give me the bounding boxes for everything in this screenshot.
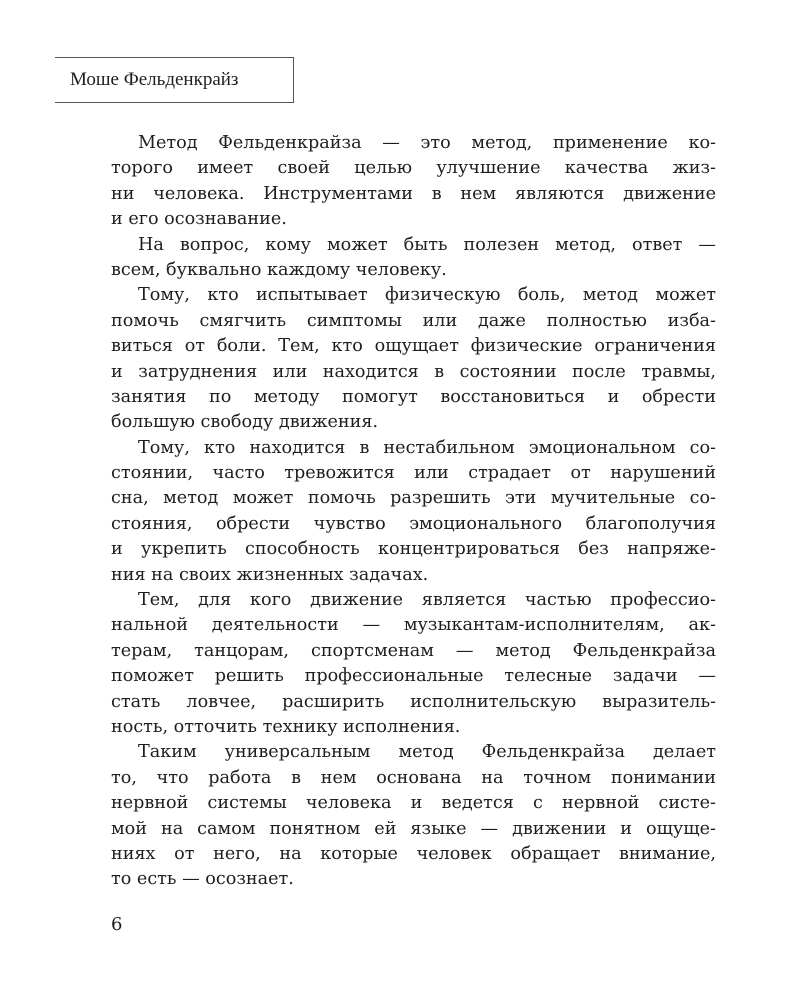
text-line: На вопрос, кому может быть полезен метод, ответ — bbox=[138, 234, 716, 255]
text-line: сна, метод может помочь разрешить эти мучительные со- bbox=[111, 488, 716, 509]
text-line: Тому, кто находится в нестабильном эмоциональном со- bbox=[138, 437, 716, 458]
text-line: терам, танцорам, спортсменам — метод Фельденкрайза bbox=[111, 640, 716, 661]
paragraph bbox=[111, 233, 716, 284]
text-line: нервной системы человека и ведется с нервной систе- bbox=[111, 793, 716, 814]
text-line: ния на своих жизненных задачах. bbox=[111, 564, 429, 585]
running-header bbox=[55, 57, 294, 103]
page-number: 6 bbox=[111, 914, 123, 935]
text-line: ниях от него, на которые человек обращает внимание, bbox=[111, 843, 716, 864]
text-line: Таким универсальным метод Фельденкрайза делает bbox=[138, 742, 716, 763]
text-line: то, что работа в нем основана на точном понимании bbox=[111, 767, 716, 788]
text-line: мой на самом понятном ей языке — движении и ощуще- bbox=[111, 818, 716, 839]
text-line: торого имеет своей целью улучшение качества жиз- bbox=[111, 158, 716, 179]
text-line: Тому, кто испытывает физическую боль, метод может bbox=[138, 285, 716, 306]
text-line: всем, буквально каждому человеку. bbox=[111, 259, 447, 280]
text-line: стоянии, часто тревожится или страдает от нарушений bbox=[111, 463, 716, 484]
paragraph bbox=[111, 131, 716, 233]
text-line: и затруднения или находится в состоянии после травмы, bbox=[111, 361, 716, 382]
paragraph bbox=[111, 740, 716, 892]
text-line: Тем, для кого движение является частью профессио- bbox=[138, 590, 716, 611]
text-line: то есть — осознает. bbox=[111, 869, 294, 890]
text-line: ни человека. Инструментами в нем являются движение bbox=[111, 183, 716, 204]
text-line: Метод Фельденкрайза — это метод, применение ко- bbox=[138, 133, 716, 153]
text-line: и его осознавание. bbox=[111, 209, 287, 230]
text-line: большую свободу движения. bbox=[111, 412, 379, 433]
text-line: нальной деятельности — музыкантам-исполнителям, ак- bbox=[111, 615, 716, 636]
text-line: ность, отточить технику исполнения. bbox=[111, 716, 461, 737]
text-line: стать ловчее, расширить исполнительскую выразитель- bbox=[111, 691, 716, 712]
text-line: помочь смягчить симптомы или даже полностью изба- bbox=[111, 310, 716, 331]
body-text bbox=[111, 131, 716, 893]
text-line: виться от боли. Тем, кто ощущает физические ограничения bbox=[111, 336, 716, 357]
text-line: и укрепить способность концентрироваться без напряже- bbox=[111, 539, 716, 560]
text-line: поможет решить профессиональные телесные задачи — bbox=[111, 666, 716, 687]
text-line: стояния, обрести чувство эмоционального благополучия bbox=[111, 513, 716, 534]
paragraph bbox=[111, 436, 716, 588]
paragraph bbox=[111, 588, 716, 740]
text-line: занятия по методу помогут восстановиться и обрести bbox=[111, 386, 716, 407]
running-title: Моше Фельденкрайз bbox=[70, 69, 239, 90]
paragraph bbox=[111, 283, 716, 435]
